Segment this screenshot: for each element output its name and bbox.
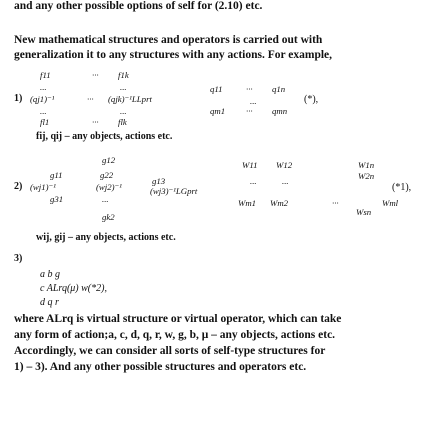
paragraph-2-line-1: New mathematical structures and operators is carried out with	[14, 34, 323, 46]
paragraph-3-line-3: Accordingly, we can consider all sorts of self-type structures for	[14, 345, 326, 357]
eq1-q11: q11	[210, 84, 223, 94]
eq2-W12: W12	[276, 160, 293, 170]
eq1-qmn: qmn	[272, 106, 288, 116]
eq2-g12: g12	[102, 155, 116, 165]
eq3-row-2: c ALrq(μ) w(*2),	[40, 283, 107, 294]
eq2-label: 2)	[14, 181, 23, 192]
eq2-wj3: (wj3)⁻¹LGprt	[150, 186, 198, 196]
eq1-vdots-right: ...	[120, 82, 127, 92]
text-line-1: and any other possible options of self for (2.10) etc.	[14, 0, 263, 12]
eq2-vdots-W2: ...	[282, 176, 289, 186]
eq1-f1k: f1k	[118, 70, 129, 80]
eq2-hdots-W: ···	[332, 198, 339, 208]
eq1-f11: f11	[40, 70, 51, 80]
eq1-tail: (*),	[304, 94, 319, 105]
eq1-vdots-left-2: ...	[40, 106, 47, 116]
eq2-gk2: gk2	[102, 212, 115, 222]
eq2-W2n: W2n	[358, 171, 375, 181]
eq1-vdots-q: ...	[250, 96, 257, 106]
eq1-hdots-top: ···	[92, 70, 99, 80]
eq2-Wm2: Wm2	[270, 198, 289, 208]
eq1-vdots-left: ...	[40, 82, 47, 92]
eq1-vdots-right-2: ...	[120, 106, 127, 116]
eq2-g31: g31	[50, 194, 64, 204]
eq2-vdots-g: ...	[102, 194, 109, 204]
eq1-qjk: (qjk)⁻¹LLprt	[108, 94, 152, 104]
eq2-Wml: Wml	[382, 198, 399, 208]
eq1-fl1: fl1	[40, 117, 50, 127]
eq2-g13: g13	[152, 176, 166, 186]
eq1-label: 1)	[14, 93, 23, 104]
eq1-hdots-mid: ···	[87, 94, 94, 104]
paragraph-3-line-2: any form of action;a, c, d, q, r, w, g, b, μ – any objects, actions etc.	[14, 329, 336, 341]
eq1-legend: fij, qij – any objects, actions etc.	[36, 131, 173, 142]
eq1-hdots-q-top: ···	[246, 84, 253, 94]
eq2-W1n: W1n	[358, 160, 375, 170]
eq2-g11: g11	[50, 170, 63, 180]
paragraph-3-line-4: 1) – 3). And any other possible structures and operators etc.	[14, 361, 307, 373]
eq1-q1n: q1n	[272, 84, 286, 94]
eq3-row-1: a b g	[40, 269, 60, 280]
eq1-flk: flk	[118, 117, 127, 127]
eq1-qj1: (qj1)⁻¹	[30, 94, 55, 104]
eq2-vdots-W: ...	[250, 176, 257, 186]
eq2-Wm1: Wm1	[238, 198, 257, 208]
eq2-wj1: (wj1)⁻¹	[30, 182, 56, 192]
eq2-Wsn: Wsn	[356, 207, 372, 217]
eq2-g22: g22	[100, 170, 114, 180]
eq1-hdots-bot: ···	[92, 117, 99, 127]
eq3-row-3: d q r	[40, 297, 59, 308]
eq1-hdots-q-bot: ···	[246, 106, 253, 116]
paragraph-3-line-1: where ALrq is virtual structure or virtual operator, which can take	[14, 313, 342, 325]
paragraph-2-line-2: generalization it to any structures with any actions. For example,	[14, 49, 333, 61]
eq1-qm1: qm1	[210, 106, 226, 116]
eq2-wj2: (wj2)⁻¹	[96, 182, 122, 192]
eq2-W11: W11	[242, 160, 258, 170]
eq2-tail: (*1),	[392, 182, 412, 193]
eq3-label: 3)	[14, 253, 23, 264]
eq2-legend: wij, gij – any objects, actions etc.	[36, 232, 176, 243]
